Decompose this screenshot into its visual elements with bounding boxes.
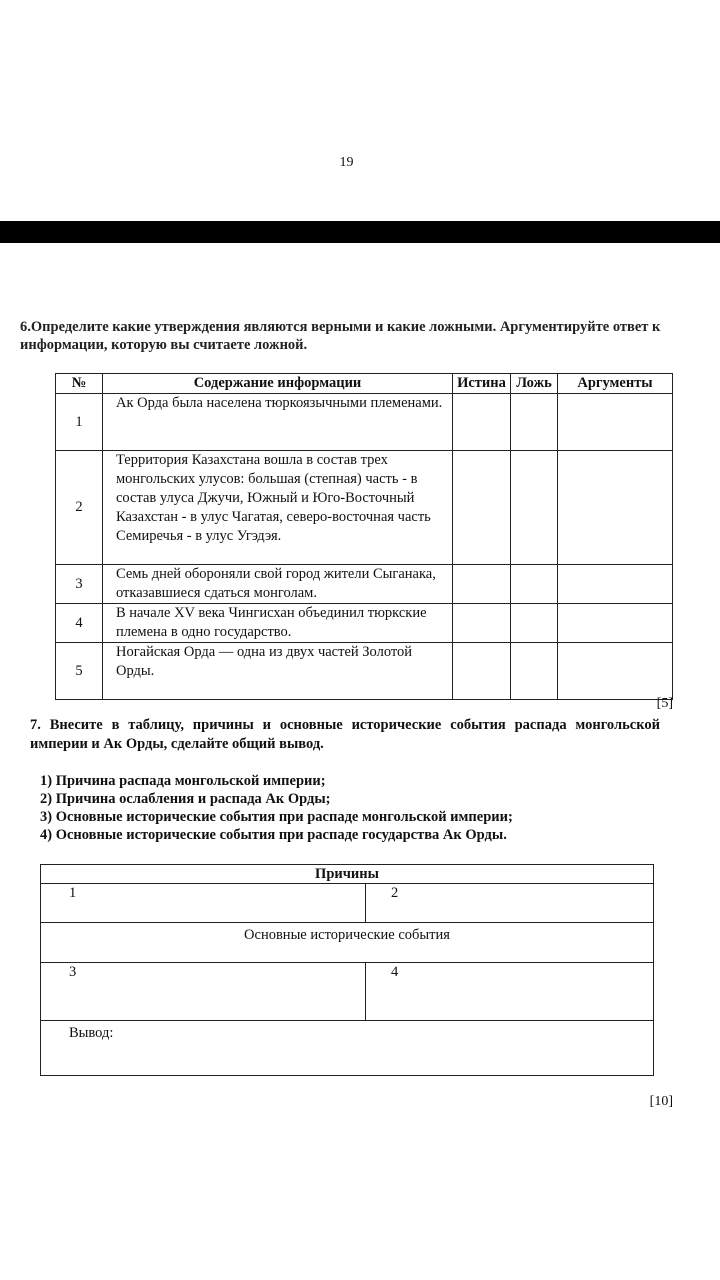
row-number: 2 bbox=[56, 451, 103, 565]
false-cell[interactable] bbox=[511, 451, 558, 565]
row-statement: В начале XV века Чингисхан объединил тюркские племена в одно государство. bbox=[103, 604, 453, 643]
causes-header: Причины bbox=[41, 865, 654, 884]
table-row bbox=[56, 565, 673, 604]
list-item: 1) Причина распада монгольской империи; bbox=[40, 773, 326, 789]
table-row bbox=[56, 394, 673, 451]
header-false: Ложь bbox=[511, 374, 558, 394]
true-cell[interactable] bbox=[453, 604, 511, 643]
true-cell[interactable] bbox=[453, 451, 511, 565]
row-number: 5 bbox=[56, 643, 103, 700]
task7-prompt: 7. Внесите в таблицу, причины и основные исторические события распада монгольской империи и Ак Орды, сделайте общий вывод. bbox=[30, 717, 660, 752]
table-row bbox=[56, 451, 673, 565]
conclusion-cell[interactable]: Вывод: bbox=[41, 1021, 654, 1076]
header-true: Истина bbox=[453, 374, 511, 394]
event-cell-3[interactable]: 3 bbox=[41, 963, 366, 1021]
row-number: 4 bbox=[56, 604, 103, 643]
table-row bbox=[56, 604, 673, 643]
events-header: Основные исторические события bbox=[41, 923, 654, 963]
true-cell[interactable] bbox=[453, 565, 511, 604]
row-statement: Семь дней обороняли свой город жители Сыганака, отказавшиеся сдаться монголам. bbox=[103, 565, 453, 604]
cause-cell-1[interactable]: 1 bbox=[41, 884, 366, 923]
task7-table bbox=[40, 864, 654, 1076]
false-cell[interactable] bbox=[511, 394, 558, 451]
table-row bbox=[56, 643, 673, 700]
header-content: Содержание информации bbox=[103, 374, 453, 394]
list-item: 2) Причина ослабления и распада Ак Орды; bbox=[40, 791, 331, 807]
cause-cell-2[interactable]: 2 bbox=[366, 884, 654, 923]
arguments-cell[interactable] bbox=[558, 451, 673, 565]
task6-score: [5] bbox=[656, 696, 673, 711]
task6-header-row bbox=[56, 374, 673, 394]
false-cell[interactable] bbox=[511, 643, 558, 700]
row-statement: Территория Казахстана вошла в состав трех монгольских улусов: большая (степная) часть - в состав улуса Джучи, Южный и Юго-Восточный Казахстан - в улус Чагатая, северо-восточная часть Семиречья - в улус Угэдэя. bbox=[103, 451, 453, 565]
arguments-cell[interactable] bbox=[558, 394, 673, 451]
arguments-cell[interactable] bbox=[558, 565, 673, 604]
task6-prompt: 6.Определите какие утверждения являются верными и какие ложными. Аргументируйте ответ к информации, которую вы считаете ложной. bbox=[20, 319, 661, 353]
list-item: 4) Основные исторические события при распаде государства Ак Орды. bbox=[40, 827, 507, 843]
row-number: 3 bbox=[56, 565, 103, 604]
row-number: 1 bbox=[56, 394, 103, 451]
false-cell[interactable] bbox=[511, 604, 558, 643]
header-num: № bbox=[56, 374, 103, 394]
header-arguments: Аргументы bbox=[558, 374, 673, 394]
page-number: 19 bbox=[339, 155, 354, 170]
task7-list bbox=[40, 772, 680, 844]
task7-score: [10] bbox=[649, 1094, 673, 1109]
task6-table bbox=[55, 373, 673, 700]
row-statement: Ак Орда была населена тюркоязычными племенами. bbox=[103, 394, 453, 451]
row-statement: Ногайская Орда — одна из двух частей Золотой Орды. bbox=[103, 643, 453, 700]
false-cell[interactable] bbox=[511, 565, 558, 604]
true-cell[interactable] bbox=[453, 394, 511, 451]
page-separator-band bbox=[0, 221, 720, 243]
true-cell[interactable] bbox=[453, 643, 511, 700]
list-item: 3) Основные исторические события при распаде монгольской империи; bbox=[40, 809, 513, 825]
arguments-cell[interactable] bbox=[558, 643, 673, 700]
arguments-cell[interactable] bbox=[558, 604, 673, 643]
event-cell-4[interactable]: 4 bbox=[366, 963, 654, 1021]
